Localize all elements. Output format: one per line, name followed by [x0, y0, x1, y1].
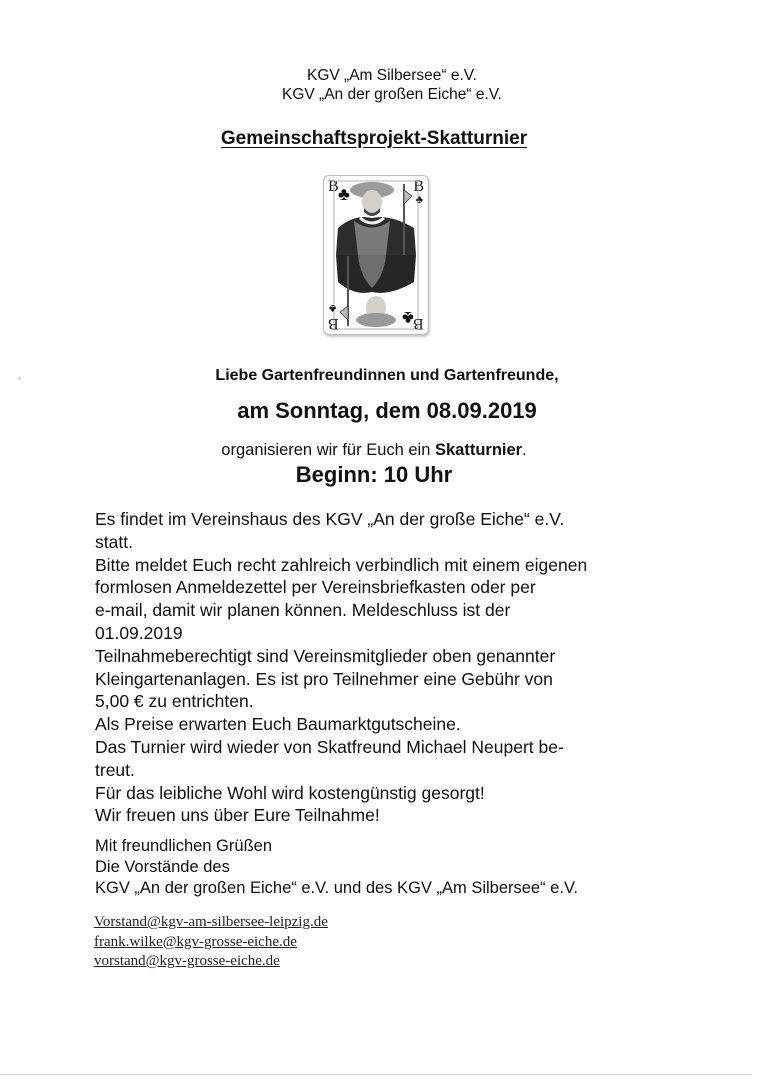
- greeting: Liebe Gartenfreundinnen und Gartenfreunde,: [215, 367, 559, 384]
- body-line: treut.: [95, 759, 135, 780]
- body-line: e-mail, damit wir planen können. Meldeschluss ist der: [95, 600, 511, 621]
- email-link-silbersee[interactable]: Vorstand@kgv-am-silbersee-leipzig.de: [94, 914, 328, 930]
- playing-card-image: [320, 172, 432, 338]
- signature-block: [95, 836, 578, 899]
- body-line: 5,00 € zu entrichten.: [95, 691, 254, 712]
- jack-of-clubs-card: [323, 175, 429, 335]
- club-suit-icon: ♣: [402, 308, 414, 328]
- organize-prefix: organisieren wir für Euch ein: [221, 441, 435, 459]
- card-rank-top-right: B: [413, 178, 424, 195]
- organize-suffix: .: [522, 441, 527, 459]
- signature-line: Mit freundlichen Grüßen: [95, 837, 272, 855]
- header-clubs: [0, 66, 784, 104]
- body-text: [95, 508, 675, 827]
- body-line: Das Turnier wird wieder von Skatfreund Michael Neupert be-: [95, 736, 564, 757]
- club-suit-icon: ♣: [415, 194, 423, 206]
- body-line: Es findet im Vereinshaus des KGV „An der große Eiche“ e.V.: [95, 509, 565, 529]
- card-rank-bottom-left: B: [328, 315, 339, 332]
- scan-speck: [18, 377, 21, 380]
- card-rank-bottom-right: B: [413, 315, 424, 332]
- body-line: statt.: [95, 531, 133, 552]
- body-line: Teilnahmeberechtigt sind Vereinsmitglieder oben genannter: [95, 645, 556, 666]
- start-time: Beginn: 10 Uhr: [295, 462, 453, 487]
- header-club-1: KGV „Am Silbersee“ e.V.: [307, 67, 477, 84]
- header-club-2: KGV „An der großen Eiche“ e.V.: [282, 86, 502, 103]
- organize-bold: Skatturnier: [434, 441, 523, 459]
- body-line: 01.09.2019: [95, 622, 183, 643]
- body-line: Kleingartenanlagen. Es ist pro Teilnehmer eine Gebühr von: [95, 668, 553, 689]
- email-list: [94, 913, 328, 972]
- body-line: Wir freuen uns über Eure Teilnahme!: [95, 805, 380, 826]
- organize-line: [0, 441, 766, 460]
- event-date: am Sonntag, dem 08.09.2019: [237, 398, 537, 423]
- page-title: Gemeinschaftsprojekt-Skatturnier: [220, 128, 528, 149]
- email-link-grosse-eiche[interactable]: vorstand@kgv-grosse-eiche.de: [94, 953, 280, 969]
- club-suit-icon: ♣: [329, 302, 337, 314]
- body-line: Als Preise erwarten Euch Baumarktgutscheine.: [95, 714, 461, 735]
- email-link-frank-wilke[interactable]: frank.wilke@kgv-grosse-eiche.de: [94, 933, 297, 950]
- club-suit-icon: ♣: [338, 184, 350, 204]
- page-edge-divider: [0, 1074, 752, 1075]
- body-line: Bitte meldet Euch recht zahlreich verbindlich mit einem eigenen: [95, 554, 588, 575]
- body-line: formlosen Anmeldezettel per Vereinsbriefkasten oder per: [95, 577, 536, 598]
- signature-line: KGV „An der großen Eiche“ e.V. und des KGV „Am Silbersee“ e.V.: [95, 879, 579, 897]
- body-line: Für das leibliche Wohl wird kostengünstig gesorgt!: [95, 782, 485, 803]
- signature-line: Die Vorstände des: [95, 858, 230, 876]
- card-rank-top-left: B: [328, 178, 339, 195]
